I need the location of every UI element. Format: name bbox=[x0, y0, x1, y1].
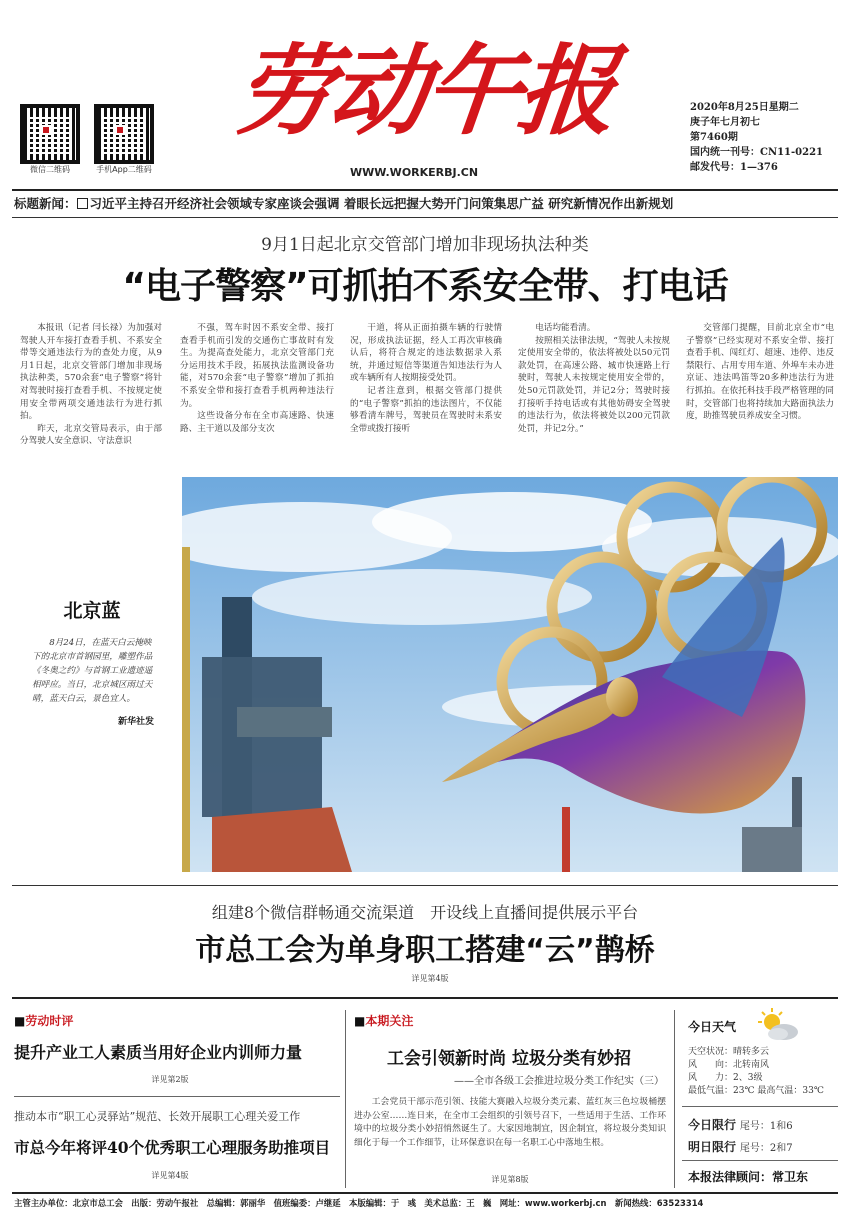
weather-key: 最低气温： bbox=[688, 1086, 734, 1096]
weather-value: 北转南风 bbox=[733, 1060, 770, 1070]
footer-rule bbox=[12, 1192, 838, 1194]
section-label: 本期关注 bbox=[365, 1014, 414, 1028]
col-divider-1 bbox=[345, 1010, 346, 1188]
focus-headline[interactable]: 工会引领新时尚 垃圾分类有妙招 bbox=[387, 1049, 631, 1069]
lead-column-3 bbox=[350, 322, 502, 435]
lead-headline[interactable]: “电子警察”可抓拍不系安全带、打电话 bbox=[122, 266, 728, 307]
sun-cloud-icon bbox=[756, 1008, 802, 1046]
commentary-see-page[interactable]: 详见第2版 bbox=[151, 1075, 189, 1084]
limit-tomorrow bbox=[688, 1138, 793, 1155]
headline-news-label: 标题新闻： bbox=[14, 196, 77, 211]
lead-paragraph: 干道，将从正面拍摄车辆的行驶情况，形成执法证据，经人工再次审核确认后，将符合规定的违法数据录入系统，并通过短信等渠道告知违法行为人或车辆所有人按期接受处罚。 bbox=[350, 323, 502, 384]
weather-row bbox=[688, 1059, 824, 1072]
qr-caption-wechat: 微信二维码 bbox=[30, 165, 70, 174]
weather-key: 天空状况： bbox=[688, 1047, 734, 1057]
issue-cn: 国内统一刊号：CN11-0221 bbox=[690, 147, 823, 158]
weather-divider bbox=[682, 1106, 838, 1107]
weather-value: 晴转多云 bbox=[733, 1047, 770, 1057]
section-rule-1 bbox=[12, 885, 838, 886]
headline-news-rule bbox=[12, 217, 838, 218]
lead-column-1 bbox=[20, 322, 162, 448]
weather-row bbox=[688, 1046, 824, 1059]
section-tag-commentary bbox=[14, 1012, 73, 1029]
photo-image[interactable] bbox=[182, 477, 838, 872]
weather-value: 23℃ 最高气温：33℃ bbox=[733, 1086, 824, 1096]
lead-kicker: 9月1日起北京交管部门增加非现场执法种类 bbox=[261, 235, 589, 255]
photo-credit: 新华社发 bbox=[118, 717, 155, 727]
issue-number: 第7460期 bbox=[690, 132, 738, 143]
psych-see-page[interactable]: 详见第4版 bbox=[151, 1171, 189, 1180]
qr-code-wechat[interactable] bbox=[20, 104, 80, 175]
masthead-logo: 劳动午报 bbox=[230, 34, 619, 149]
section-square-icon: ■ bbox=[14, 1014, 26, 1028]
weather-row bbox=[688, 1085, 824, 1098]
weather-key: 风 向： bbox=[688, 1060, 734, 1070]
lead-column-2 bbox=[180, 322, 334, 435]
headline-news-text[interactable]: 习近平主持召开经济社会领域专家座谈会强调 着眼长远把握大势开门问策集思广益 研究新情况作出新规划 bbox=[89, 196, 674, 211]
col-divider-2 bbox=[674, 1010, 675, 1188]
issue-info bbox=[690, 100, 823, 175]
lead-paragraph: 记者注意到，根据交管部门提供的“电子警察”抓拍的违法图片，不仅能够看清车牌号，驾驶员在驾驶时未系安全带或拨打接听 bbox=[350, 385, 502, 434]
issue-date: 2020年8月25日星期二 bbox=[690, 102, 799, 113]
lead-column-4 bbox=[518, 322, 670, 435]
psych-kicker: 推动本市“职工心灵驿站”规范、长效开展职工心理关爱工作 bbox=[14, 1110, 301, 1123]
weather-value: 2、3级 bbox=[733, 1073, 763, 1083]
weather-title: 今日天气 bbox=[688, 1020, 737, 1034]
footer-credits: 主管主办单位：北京市总工会 出版：劳动午报社 总编辑：郭丽华 值班编委：卢继延 本版编辑：于 彧 美术总监：王 巍 网址：www.workerbj.cn 新闻热线：63523314 bbox=[14, 1198, 704, 1208]
weather-details bbox=[688, 1046, 824, 1098]
qr-code-app[interactable] bbox=[94, 104, 154, 175]
focus-body: 工会党员干部示范引领、技能大赛融入垃圾分类元素、蓝红灰三色垃圾桶摆进办公室……连日来，在全市工会组织的引领号召下，一些适用于生活、工作环境中的垃圾分类小妙招悄然诞生了。大家因地制宜，因企制宜，将垃圾分类知识细化于每一个工作细节，让环保意识在每一名职工心中落地生根。 bbox=[354, 1097, 666, 1148]
lead-paragraph: 电话均能看清。 bbox=[535, 323, 596, 333]
lead-paragraph: 昨天，北京交管局表示，由于部分驾驶人安全意识、守法意识 bbox=[20, 423, 162, 447]
limit-today-value: 尾号：1和6 bbox=[739, 1121, 793, 1132]
lead-paragraph: 按照相关法律法规，“驾驶人未按规定使用安全带的，依法将被处以50元罚款处罚，在高速公路、城市快速路上行驶时，驾驶人未按规定使用安全带的，处50元罚款处罚，并记2分；驾驶时接打接听手持电话或有其他妨碍安全驾驶的违法行为，依法将被处以200元罚款处罚，并记2分。” bbox=[518, 335, 670, 434]
issue-lunar: 庚子年七月初七 bbox=[690, 117, 760, 128]
photo-title: 北京蓝 bbox=[63, 600, 121, 622]
section-square-icon: ■ bbox=[354, 1014, 366, 1028]
second-see-page[interactable]: 详见第4版 bbox=[411, 974, 449, 983]
limit-today-label: 今日限行 bbox=[688, 1118, 737, 1132]
limit-tomorrow-label: 明日限行 bbox=[688, 1140, 737, 1154]
section-rule-2 bbox=[12, 997, 838, 999]
second-headline[interactable]: 市总工会为单身职工搭建“云”鹊桥 bbox=[195, 933, 655, 968]
lead-paragraph: 本报讯（记者 闫长禄）为加强对驾驶人开车接打查看手机、不系安全带等交通违法行为的查处力度，从9月1日起，北京交管部门增加非现场执法种类，570余套“电子警察”将针对驾驶时接打查看手机、不按规定使用安全带两项交通违法行为进行抓拍。 bbox=[20, 323, 162, 422]
commentary-headline[interactable]: 提升产业工人素质当用好企业内训师力量 bbox=[14, 1043, 303, 1062]
lead-column-5 bbox=[686, 322, 834, 423]
lead-paragraph: 不强，驾车时因不系安全带、接打查看手机而引发的交通伤亡事故时有发生。为提高查处能力，北京交管部门充分运用技术手段，拓展执法监测设备功能，对570余套“电子警察”增加了抓拍不系安全带和接打查看手机两种违法行为。 bbox=[180, 323, 334, 409]
focus-see-page[interactable]: 详见第8版 bbox=[491, 1175, 529, 1184]
limit-tomorrow-value: 尾号：2和7 bbox=[739, 1143, 793, 1154]
checkbox-icon bbox=[77, 198, 88, 209]
masthead-website[interactable]: WWW.WORKERBJ.CN bbox=[350, 166, 479, 179]
lead-paragraph: 这些设备分布在全市高速路、快速路、主干道以及部分支次 bbox=[180, 411, 334, 434]
issue-postal: 邮发代号：1—376 bbox=[690, 162, 778, 173]
left-col-divider bbox=[14, 1096, 340, 1097]
section-tag-focus bbox=[354, 1012, 413, 1029]
weather-row bbox=[688, 1072, 824, 1085]
section-label: 劳动时评 bbox=[25, 1014, 74, 1028]
weather-divider bbox=[682, 1160, 838, 1161]
headline-news-bar bbox=[14, 194, 673, 212]
lead-paragraph: 交管部门提醒，目前北京全市“电子警察”已经实现对不系安全带、接打查看手机、闯红灯、超速、违停、违反禁限行、占用专用车道、外埠车未办进京证、违法鸣笛等20多种违法行为进行抓拍。在依托科技手段严格管理的同时，交管部门也将持续加大路面执法力度，助推驾驶员养成安全习惯。 bbox=[686, 323, 834, 422]
qr-caption-app: 手机App二维码 bbox=[96, 165, 152, 174]
focus-subtitle: ——全市各级工会推进垃圾分类工作纪实（三） bbox=[454, 1076, 664, 1087]
psych-headline[interactable]: 市总今年将评40个优秀职工心理服务助推项目 bbox=[14, 1138, 331, 1157]
masthead-rule bbox=[12, 189, 838, 191]
weather-key: 风 力： bbox=[688, 1073, 734, 1083]
photo-caption: 8月24日，在蓝天白云掩映下的北京市首钢园里，雕塑作品《冬奥之约》与首钢工业遗迹遥相呼应。当日，北京城区雨过天晴，蓝天白云，景色宜人。 bbox=[32, 638, 153, 704]
legal-advisor: 本报法律顾问：常卫东 bbox=[688, 1170, 809, 1184]
limit-today bbox=[688, 1116, 793, 1133]
second-kicker: 组建8个微信群畅通交流渠道 开设线上直播间提供展示平台 bbox=[211, 903, 639, 922]
photo-illustration bbox=[182, 477, 838, 872]
